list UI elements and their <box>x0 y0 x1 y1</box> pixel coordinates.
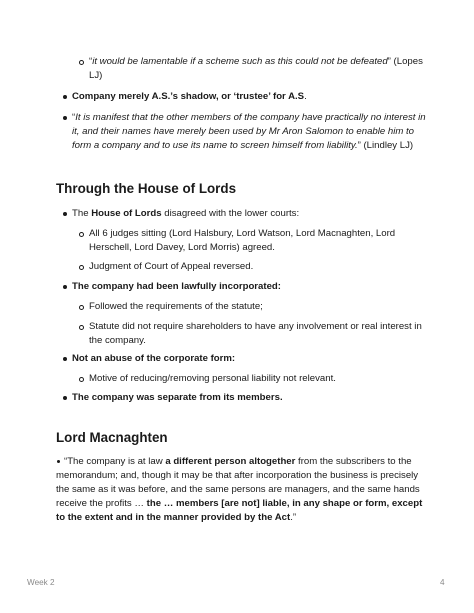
macnaghten-line1-bold: a different person altogether <box>165 456 296 467</box>
sub-bullet-marker <box>79 325 84 330</box>
macnaghten-line1-post: from the subscribers to the <box>295 456 412 467</box>
statute-line2: the company. <box>89 335 146 346</box>
bullet-marker <box>63 212 67 216</box>
bullet-marker <box>63 396 67 400</box>
section-heading-house-of-lords: Through the House of Lords <box>56 181 237 196</box>
bullet-marker <box>63 357 67 361</box>
bullet-marker <box>63 285 67 289</box>
lindley-quote-italic-end: form a company and to use its name to screen himself from liability. <box>72 140 358 151</box>
footer-page-number: 4 <box>440 578 445 587</box>
lopes-attribution: ” (Lopes <box>387 56 423 67</box>
footer-week-label: Week 2 <box>27 578 55 587</box>
quote-mark: “ <box>89 56 93 67</box>
judgment-reversed: Judgment of Court of Appeal reversed. <box>89 261 254 272</box>
quote-mark: “ <box>72 112 76 123</box>
shadow-trustee-period: . <box>304 91 307 102</box>
separate-bullet: The company was separate from its members. <box>72 392 283 403</box>
macnaghten-line2: memorandum; and, though it may be that after incorporation the business is precisely <box>56 470 419 481</box>
bullet-marker <box>63 95 67 99</box>
sub-bullet-marker <box>79 232 84 237</box>
sub-bullet-marker <box>79 305 84 310</box>
shadow-trustee-text: Company merely A.S.’s shadow, or ‘trustee’ for A.S <box>72 91 305 102</box>
lawfully-incorporated-bullet: The company had been lawfully incorporated: <box>72 281 281 292</box>
lindley-attribution: ” (Lindley LJ) <box>357 140 414 151</box>
macnaghten-line4-bold: the … members [are not] liable, in any shape or form, except <box>146 498 423 509</box>
macnaghten-line5-post: .” <box>290 512 297 523</box>
lindley-quote-line2: it, and their names have merely been used by Mr Aron Salomon to enable him to <box>72 126 415 137</box>
shadow-trustee-bullet <box>72 90 307 103</box>
lindley-quote-line3 <box>72 139 413 152</box>
lopes-quote-italic: it would be lamentable if a scheme such as this could not be defeated <box>92 56 388 67</box>
lindley-quote-line1 <box>72 111 426 124</box>
motive-line: Motive of reducing/removing personal liability not relevant. <box>89 373 336 384</box>
bullet-marker <box>57 460 60 463</box>
hol-bullet <box>72 207 299 220</box>
hol-bold: House of Lords <box>91 208 162 219</box>
bullet-marker <box>63 116 67 120</box>
macnaghten-line1 <box>64 455 412 468</box>
macnaghten-line3: the same as it was before, and the same persons are managers, and the same hands <box>56 484 420 495</box>
macnaghten-line4-pre: receive the profits … <box>56 498 147 509</box>
macnaghten-line5 <box>56 511 296 524</box>
macnaghten-line1-pre: “The company is at law <box>64 456 166 467</box>
not-abuse-bullet: Not an abuse of the corporate form: <box>72 353 236 364</box>
statute-requirements: Followed the requirements of the statute; <box>89 301 263 312</box>
judges-line1: All 6 judges sitting (Lord Halsbury, Lord Watson, Lord Macnaghten, Lord <box>89 228 396 239</box>
sub-bullet-marker <box>79 377 84 382</box>
section-heading-lord-macnaghten: Lord Macnaghten <box>56 430 168 445</box>
sub-bullet-marker <box>79 265 84 270</box>
statute-line1: Statute did not require shareholders to have any involvement or real interest in <box>89 321 422 332</box>
lopes-quote-line2: LJ) <box>89 70 103 81</box>
macnaghten-line5-bold: to the extent and in the manner provided by the Act <box>56 512 291 523</box>
macnaghten-line4 <box>56 497 422 510</box>
lindley-quote-text: It is manifest that the other members of the company have practically no interest in <box>75 112 426 123</box>
hol-prefix: The <box>72 208 92 219</box>
lopes-quote-line1 <box>89 55 423 68</box>
judges-line2: Herschell, Lord Davey, Lord Morris) agreed. <box>89 242 275 253</box>
sub-bullet-marker <box>79 60 84 65</box>
hol-suffix: disagreed with the lower courts: <box>161 208 300 219</box>
